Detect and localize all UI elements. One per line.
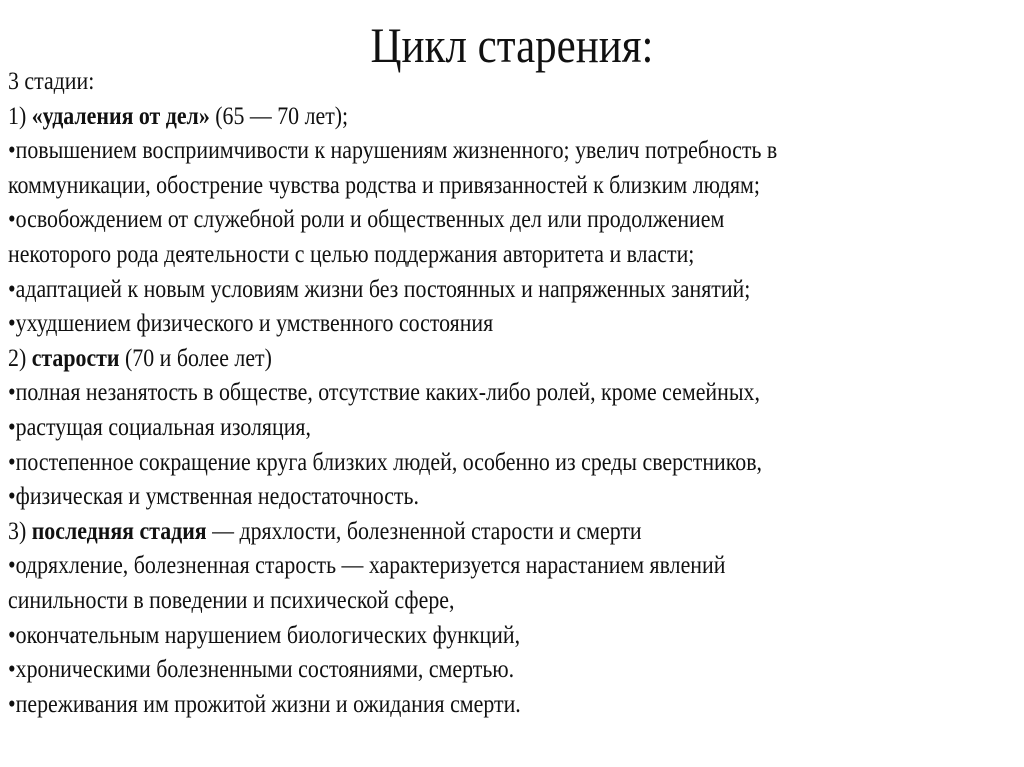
stage-3-heading: [8, 514, 1003, 549]
stage-2-item: •постепенное сокращение круга близких людей, особенно из среды сверстников,: [8, 446, 762, 476]
stage-3-item: синильности в поведении и психической сфере,: [8, 584, 455, 614]
stage-2-name: старости: [31, 342, 120, 372]
stage-3-item: •переживания им прожитой жизни и ожидания смерти.: [8, 688, 521, 718]
slide-body: [8, 64, 1003, 721]
stage-1-item: •адаптацией к новым условиям жизни без постоянных и напряженных занятий;: [8, 273, 751, 303]
stage-3-item: •хроническими болезненными состояниями, смертью.: [8, 654, 515, 684]
stage-2-detail: (70 и более лет): [119, 342, 272, 372]
intro-text: 3 стадии:: [8, 66, 95, 95]
stage-3-detail: — дряхлости, болезненной старости и смерти: [206, 515, 642, 545]
stage-1-name: «удаления от дел»: [31, 100, 210, 130]
stage-2-item: •полная незанятость в обществе, отсутствие каких-либо ролей, кроме семейных,: [8, 377, 760, 407]
stage-1-item: •освобождением от служебной роли и общественных дел или продолжением: [8, 204, 725, 234]
stage-2-heading: [8, 341, 1003, 376]
stage-2-item: •растущая социальная изоляция,: [8, 411, 311, 441]
stage-2-number: 2): [8, 342, 32, 372]
stage-1-number: 1): [8, 100, 32, 130]
stage-3-item: •одряхление, болезненная старость — характеризуется нарастанием явлений: [8, 550, 726, 580]
stage-1-detail: (65 — 70 лет);: [209, 100, 349, 130]
slide-title: Цикл старения:: [370, 17, 654, 73]
stage-1-item: коммуникации, обострение чувства родства и привязанностей к близким людям;: [8, 169, 760, 199]
stage-3-item: •окончательным нарушением биологических функций,: [8, 619, 521, 649]
stage-1-item: •ухудшением физического и умственного состояния: [8, 308, 494, 338]
stage-2-item: •физическая и умственная недостаточность.: [8, 481, 419, 511]
stage-1-item: •повышением восприимчивости к нарушениям жизненного; увелич потребность в: [8, 135, 778, 165]
stage-1-item: некоторого рода деятельности с целью поддержания авторитета и власти;: [8, 238, 695, 268]
stage-3-name: последняя стадия: [31, 515, 207, 545]
stage-1-heading: [8, 99, 1003, 134]
stage-3-number: 3): [8, 515, 32, 545]
